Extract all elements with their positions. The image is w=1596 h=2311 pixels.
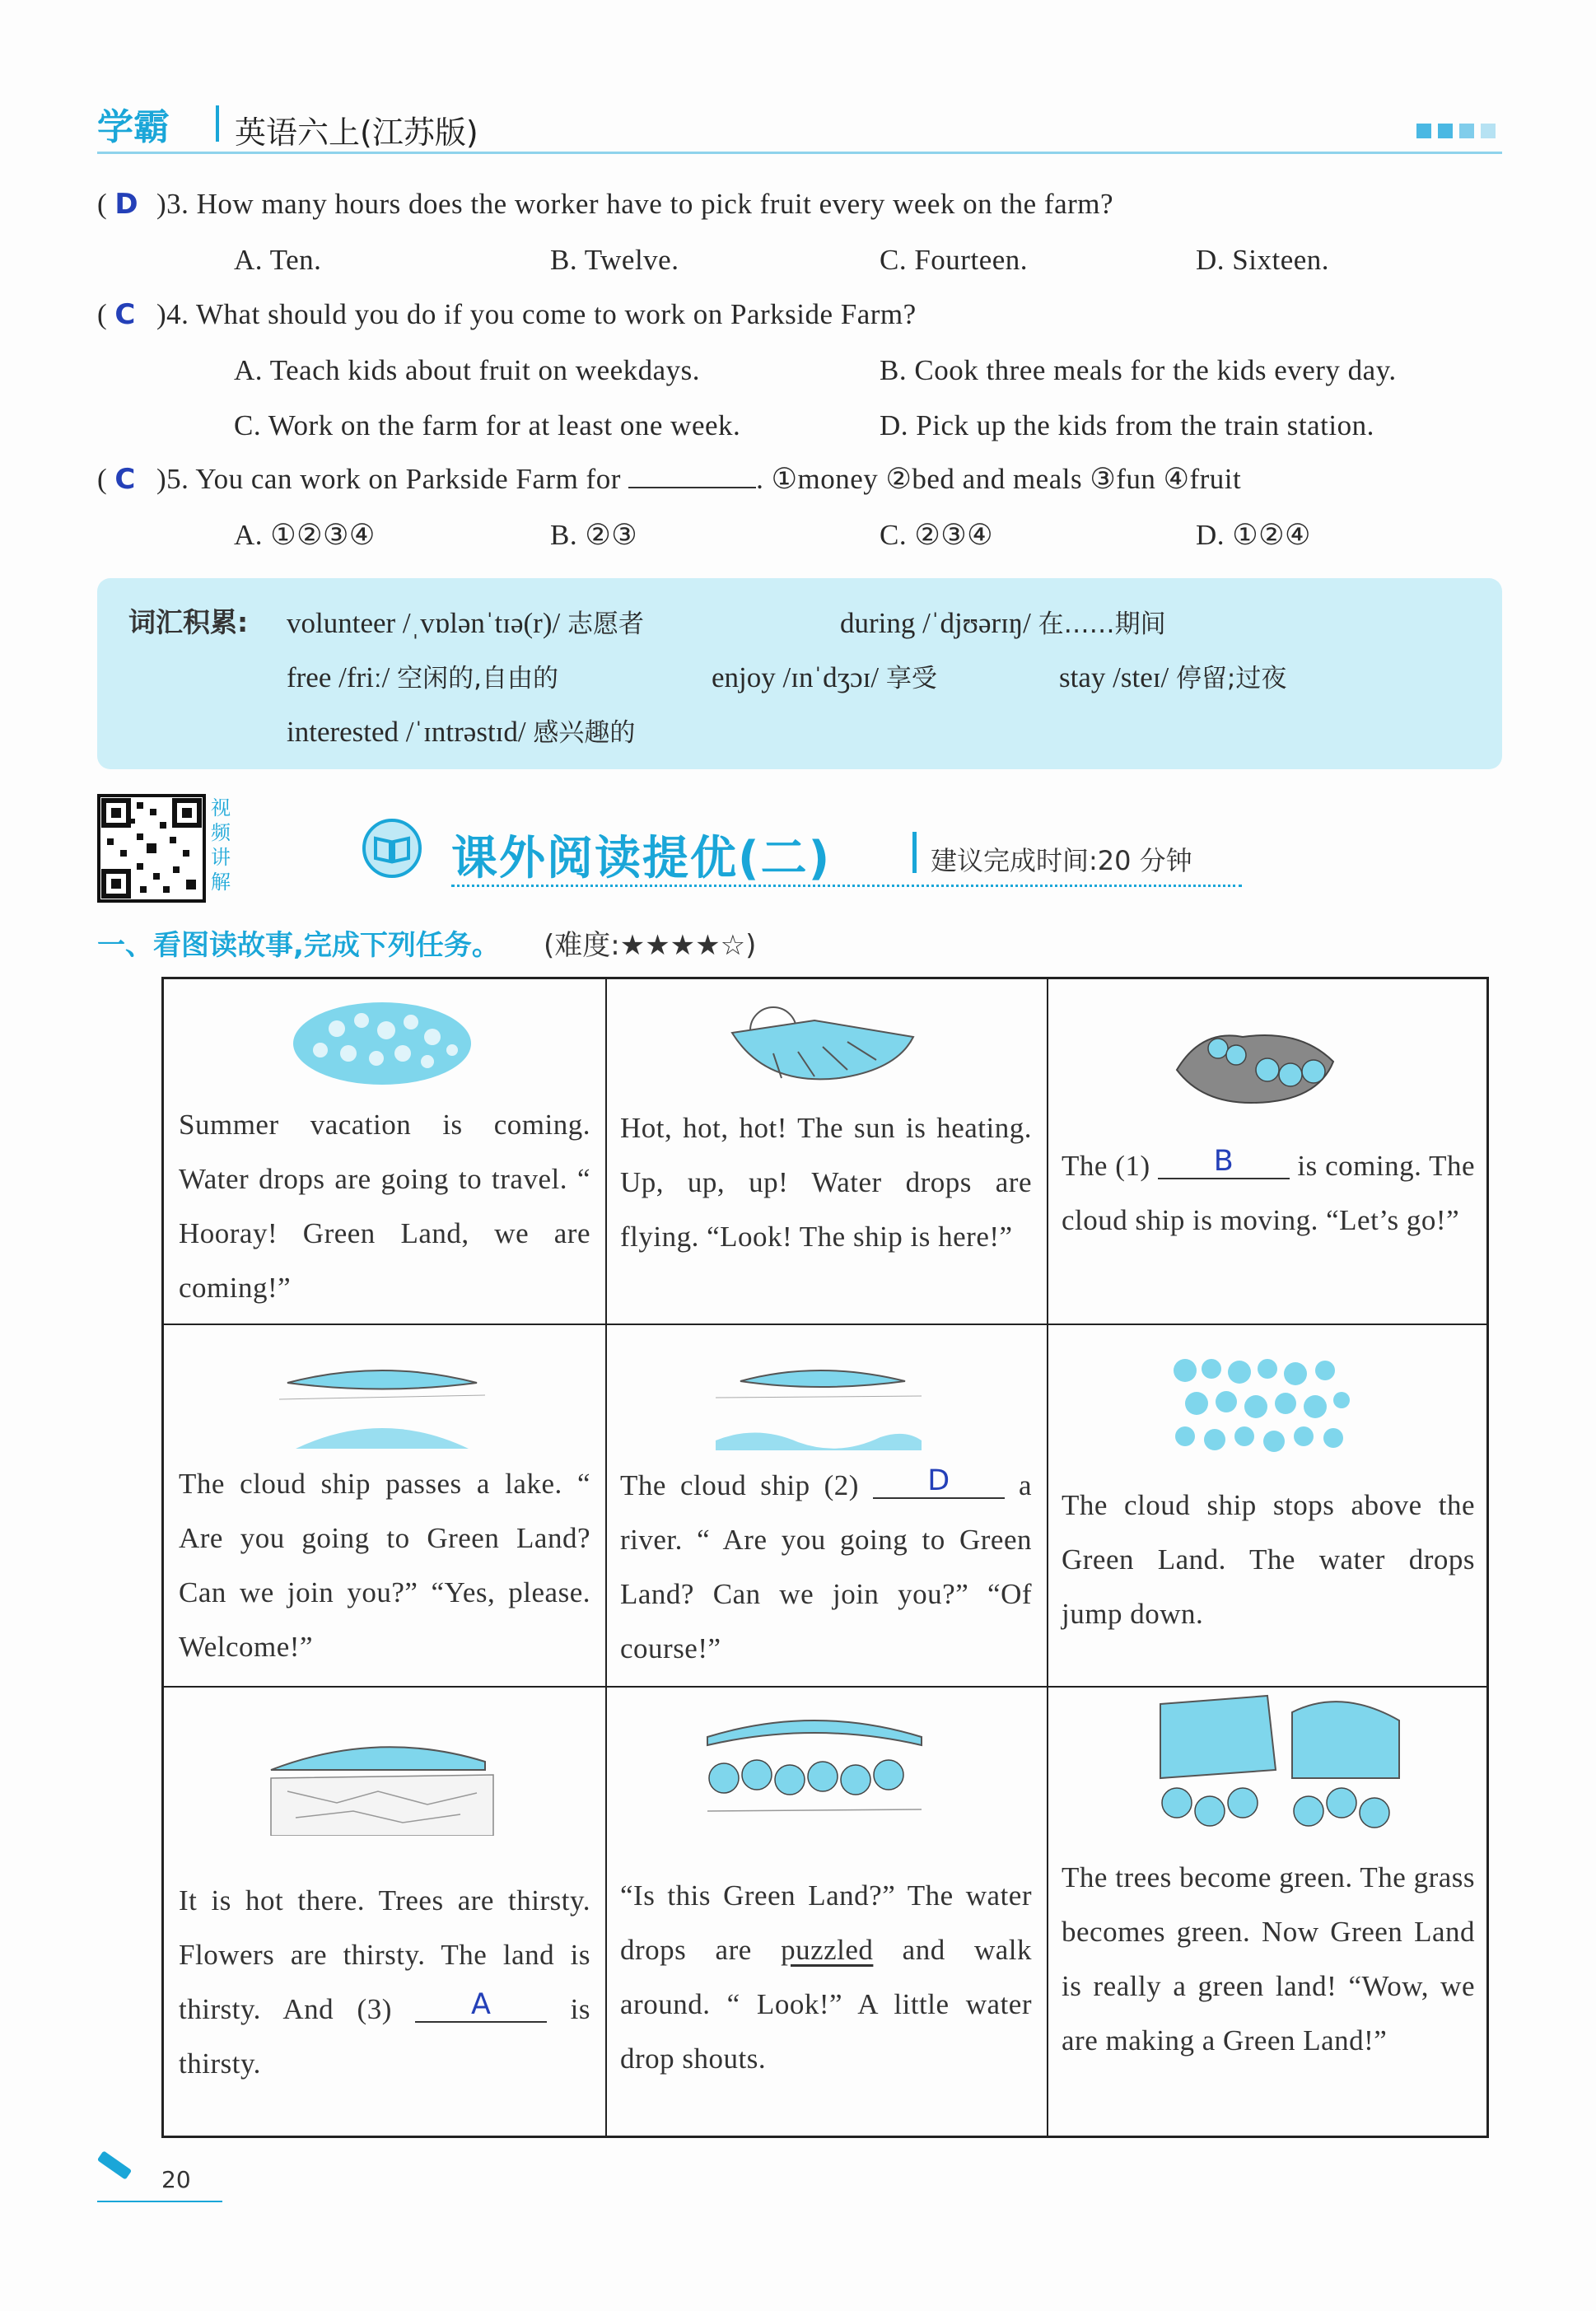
vocab-item [712,657,937,694]
underlined-word: puzzled [781,1934,874,1966]
story-panel-5 [620,1459,1032,1676]
section-divider [912,832,917,873]
option-a: A. Ten. [234,244,322,276]
answer-blank-1: B [1158,1145,1290,1179]
vocab-item [287,603,644,640]
option-b: B. Cook three meals for the kids every day. [880,354,1397,386]
answer-blank-3: A [415,1988,547,2023]
green-land-illustration [1152,1688,1407,1844]
option-c: C. Work on the farm for at least one week. [234,409,741,441]
section-dotted-rule [451,885,1242,887]
grid-divider [605,979,607,2136]
panel-text: The cloud ship (2) [620,1469,859,1501]
grid-divider [164,1324,1486,1325]
story-panel-9: The trees become green. The grass becomes green. Now Green Land is really a green land! “Wow, we are making a Green Land!” [1062,1861,1475,2057]
qr-code[interactable] [97,794,206,903]
vocab-word: interested /ˈɪntrəstɪd/ [287,716,526,748]
question-3: ( D )3. How many hours does the worker have to pick fruit every week on the farm? [97,188,1114,221]
brand-logo: 学霸 [97,106,170,148]
vocab-meaning: 在……期间 [1038,609,1166,639]
story-panel-1: Summer vacation is coming. Water drops are going to travel. “ Hooray! Green Land, we are coming!” [179,1109,590,1304]
panel-text: It is hot there. Trees are thirsty. Flowers are thirsty. The land is thirsty. And (3) [179,1884,590,2025]
difficulty-rating: (难度:★★★★☆) [544,929,757,962]
question-text: )5. You can work on Parkside Farm for [156,463,621,495]
option-c: C. ②③④ [880,519,993,551]
option-b: B. Twelve. [550,244,679,276]
question-text-end: . ①money ②bed and meals ③fun ④fruit [756,463,1242,495]
vocab-meaning: 志愿者 [567,609,644,639]
panel-text: is thirsty. [179,1993,590,2080]
pencil-icon [97,2150,132,2180]
vocab-item [840,603,1166,640]
section-title: 课外阅读提优(二) [451,832,832,885]
page-number: 20 [161,2166,191,2193]
question-text: )3. How many hours does the worker have to pick fruit every week on the farm? [156,188,1114,220]
story-grid [161,977,1489,2138]
option-a: A. ①②③④ [234,519,376,551]
answer-mark: C [114,298,136,331]
grid-divider [1047,979,1048,2136]
option-a: A. Teach kids about fruit on weekdays. [234,354,701,386]
story-panel-4: The cloud ship passes a lake. “ Are you going to Green Land? Can we join you?” “Yes, please. Welcome!” [179,1468,590,1663]
panel-text: is coming. The cloud ship is moving. “Let’s go!” [1062,1150,1476,1236]
task-title: 一、看图读故事,完成下列任务。 [97,929,500,962]
header-square-icon [1416,124,1431,138]
question-5: ( C )5. You can work on Parkside Farm for . ①money ②bed and meals ③fun ④fruit [97,463,1242,496]
cloud-over-river-illustration [707,1350,930,1457]
book-icon [362,819,422,878]
vocab-title: 词汇积累: [128,606,249,638]
vocab-meaning: 享受 [885,664,937,693]
cloud-over-lake-illustration [271,1350,493,1457]
suggested-time: 建议完成时间:20 分钟 [931,845,1192,876]
story-panel-6: The cloud ship stops above the Green Land. The water drops jump down. [1062,1489,1475,1630]
header-square-icon [1459,124,1474,138]
vocab-word: free /friː/ [287,661,390,693]
header-divider [216,105,219,142]
footer-rule [97,2201,222,2202]
answer-blank-2: D [873,1464,1005,1499]
water-drops-cloud-illustration [287,996,477,1086]
water-drops-jumping-illustration [1169,1354,1358,1461]
story-panel-2: Hot, hot, hot! The sun is heating. Up, up, up! Water drops are flying. “Look! The ship is here!” [620,1112,1032,1253]
question-4: ( C )4. What should you do if you come to work on Parkside Farm? [97,298,917,331]
vocab-item [287,657,558,694]
answer-mark: C [114,463,136,496]
book-title: 英语六上(江苏版) [235,114,478,151]
vocab-word: during /ˈdjʊərɪŋ/ [840,607,1031,639]
story-panel-7 [179,1874,590,2091]
option-d: D. Pick up the kids from the train station. [880,409,1374,441]
answer-blank [628,464,756,488]
vocab-meaning: 停留;过夜 [1175,664,1287,693]
question-text: )4. What should you do if you come to work on Parkside Farm? [156,298,917,330]
header-rule [97,152,1502,154]
vocab-meaning: 空闲的,自由的 [397,664,558,693]
vocab-item [287,712,635,749]
water-drops-walking-illustration [699,1704,930,1836]
story-panel-3 [1062,1139,1475,1248]
header-square-icon [1438,124,1453,138]
answer-mark: D [114,188,139,221]
sun-illustration [716,996,930,1095]
cloud-ship-illustration [1169,1012,1358,1127]
option-b: B. ②③ [550,519,638,551]
header-square-icon [1481,124,1496,138]
vocab-word: enjoy /ɪnˈdʒɔɪ/ [712,661,880,693]
story-panel-8 [620,1869,1032,2086]
option-c: C. Fourteen. [880,244,1029,276]
qr-caption: 视频讲解 [211,796,231,894]
panel-text: and walk around. “ Look!” A little water drop shouts. [620,1934,1033,2075]
vocab-meaning: 感兴趣的 [533,718,636,748]
vocab-item [1059,657,1286,694]
option-d: D. ①②④ [1196,519,1311,551]
panel-text: “Is this Green Land?” The water drops are [620,1879,1032,1966]
panel-text: a river. “ Are you going to Green Land? Can we join you?” “Of course!” [620,1469,1033,1664]
panel-text: The (1) [1062,1150,1150,1182]
vocab-word: stay /steɪ/ [1059,661,1169,693]
vocab-word: volunteer /ˌvɒlənˈtɪə(r)/ [287,607,561,639]
dry-land-illustration [263,1712,502,1836]
option-d: D. Sixteen. [1196,244,1330,276]
